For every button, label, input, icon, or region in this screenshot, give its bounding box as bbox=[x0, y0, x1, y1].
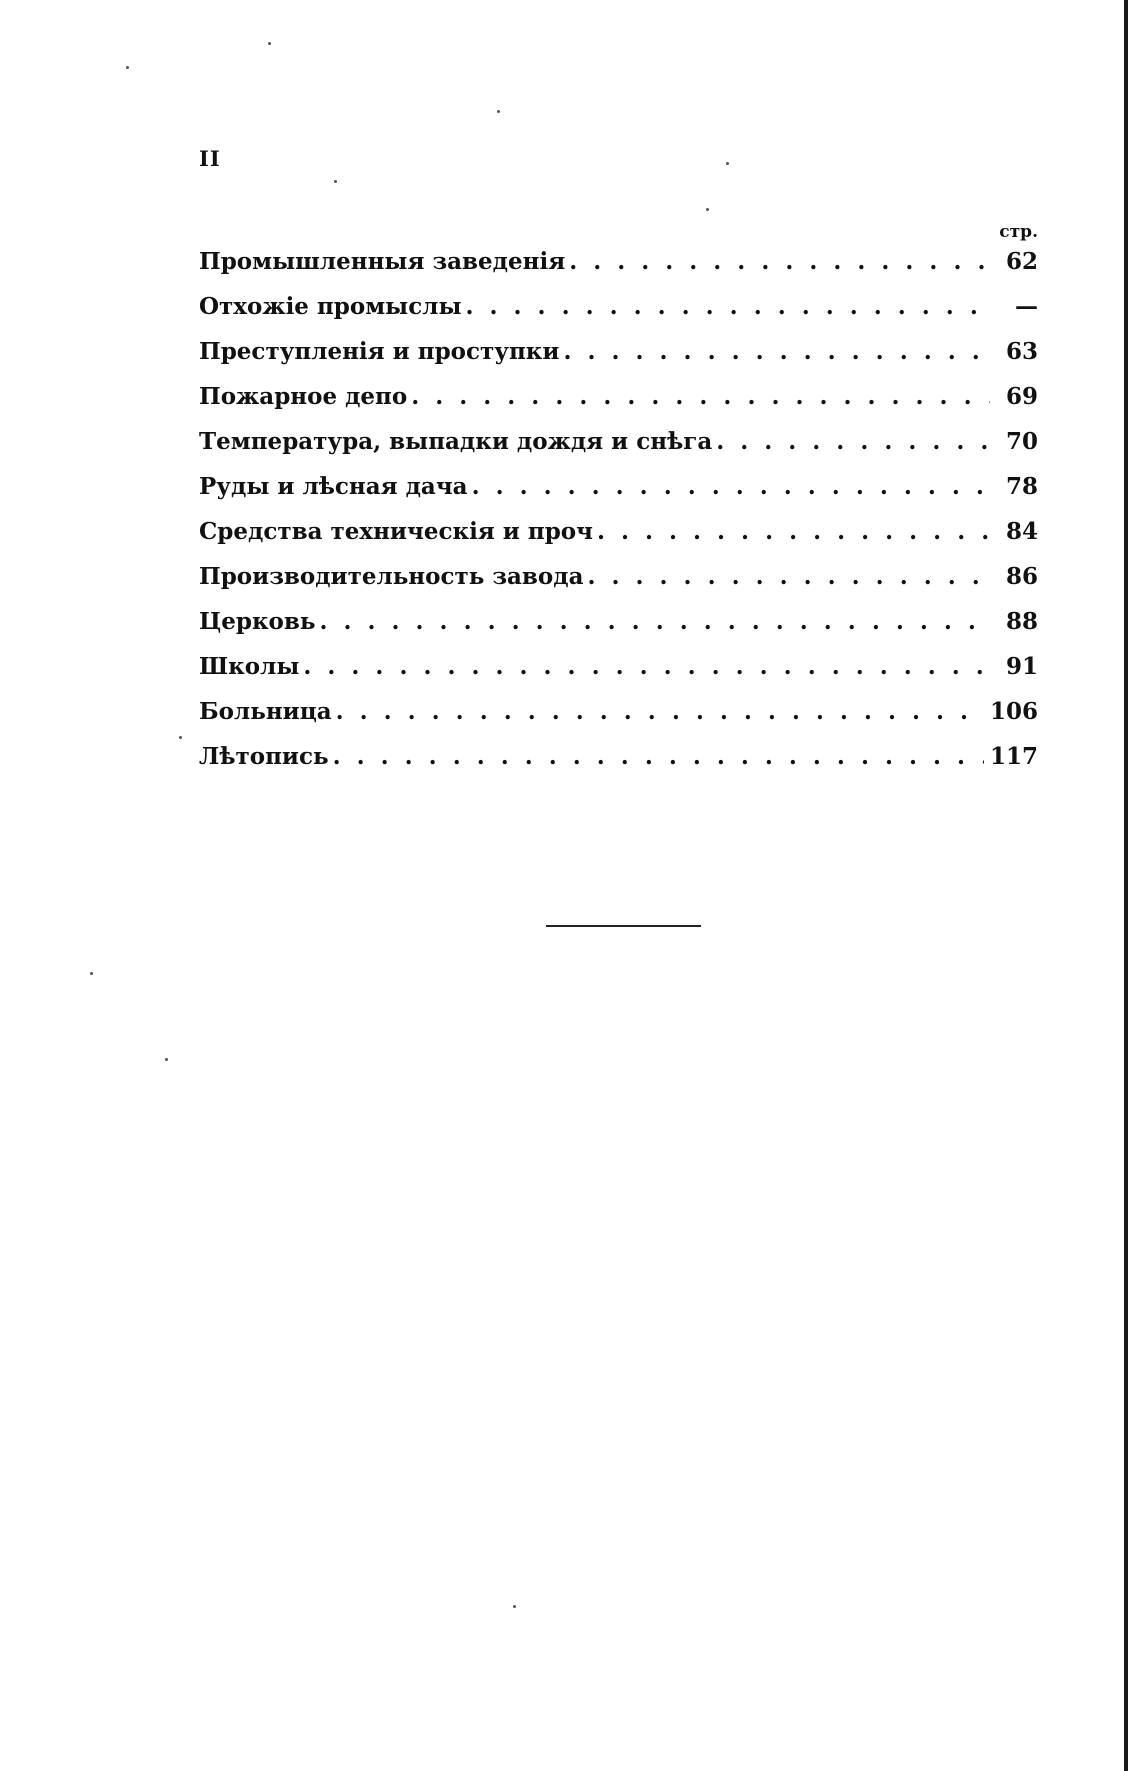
dot-leader bbox=[466, 293, 990, 320]
dot-leader bbox=[597, 518, 990, 545]
print-speck bbox=[334, 180, 337, 183]
end-rule-divider bbox=[546, 925, 701, 927]
dot-leader bbox=[303, 653, 990, 680]
toc-entry bbox=[199, 428, 1038, 473]
toc-entry bbox=[199, 698, 1038, 743]
toc-entry bbox=[199, 653, 1038, 698]
table-of-contents bbox=[199, 248, 1038, 788]
toc-entry-title: Отхожіе промыслы bbox=[199, 293, 462, 320]
print-speck bbox=[126, 66, 129, 69]
dot-leader bbox=[563, 338, 990, 365]
dot-leader bbox=[336, 698, 984, 725]
toc-entry-page: 70 bbox=[1005, 428, 1038, 455]
toc-entry-title: Температура, выпадки дождя и снѣга bbox=[199, 428, 713, 455]
toc-entry-page: 106 bbox=[989, 698, 1038, 725]
toc-entry-title: Средства техническія и проч bbox=[199, 518, 593, 545]
print-speck bbox=[165, 1058, 168, 1061]
toc-entry-page: 63 bbox=[1005, 338, 1038, 365]
dot-leader bbox=[569, 248, 990, 275]
toc-entry-page: 91 bbox=[1005, 653, 1038, 680]
print-speck bbox=[706, 208, 709, 211]
toc-entry-page: 88 bbox=[1005, 608, 1038, 635]
dot-leader bbox=[319, 608, 990, 635]
print-speck bbox=[726, 162, 729, 165]
toc-entry-page: 69 bbox=[1005, 383, 1038, 410]
toc-entry-page: — bbox=[1015, 293, 1038, 320]
toc-entry-title: Производительность завода bbox=[199, 563, 584, 590]
dot-leader bbox=[588, 563, 991, 590]
toc-entry-title: Школы bbox=[199, 653, 300, 680]
toc-entry bbox=[199, 563, 1038, 608]
toc-entry-title: Лѣтопись bbox=[199, 743, 329, 770]
toc-entry bbox=[199, 338, 1038, 383]
toc-entry-title: Преступленія и проступки bbox=[199, 338, 560, 365]
dot-leader bbox=[716, 428, 990, 455]
print-speck bbox=[179, 736, 182, 739]
toc-entry-title: Руды и лѣсная дача bbox=[199, 473, 468, 500]
toc-entry bbox=[199, 743, 1038, 788]
dot-leader bbox=[333, 743, 984, 770]
print-speck bbox=[497, 110, 500, 113]
toc-entry-title: Больница bbox=[199, 698, 332, 725]
print-speck bbox=[268, 42, 271, 45]
toc-entry-page: 117 bbox=[989, 743, 1038, 770]
binding-edge-line bbox=[1124, 0, 1128, 1771]
toc-entry-page: 84 bbox=[1005, 518, 1038, 545]
toc-entry bbox=[199, 383, 1038, 428]
dot-leader bbox=[411, 383, 990, 410]
print-speck bbox=[90, 972, 93, 975]
print-speck bbox=[513, 1605, 516, 1608]
toc-entry bbox=[199, 518, 1038, 563]
pages-column-header: стр. bbox=[999, 222, 1038, 242]
toc-entry bbox=[199, 608, 1038, 653]
page-number: II bbox=[199, 146, 221, 171]
toc-entry-page: 62 bbox=[1005, 248, 1038, 275]
toc-entry bbox=[199, 473, 1038, 518]
toc-entry bbox=[199, 248, 1038, 293]
toc-entry-title: Пожарное депо bbox=[199, 383, 408, 410]
dot-leader bbox=[472, 473, 990, 500]
toc-entry-page: 78 bbox=[1005, 473, 1038, 500]
toc-entry-title: Промышленныя заведенія bbox=[199, 248, 566, 275]
toc-entry-title: Церковь bbox=[199, 608, 316, 635]
toc-entry bbox=[199, 293, 1038, 338]
toc-entry-page: 86 bbox=[1005, 563, 1038, 590]
